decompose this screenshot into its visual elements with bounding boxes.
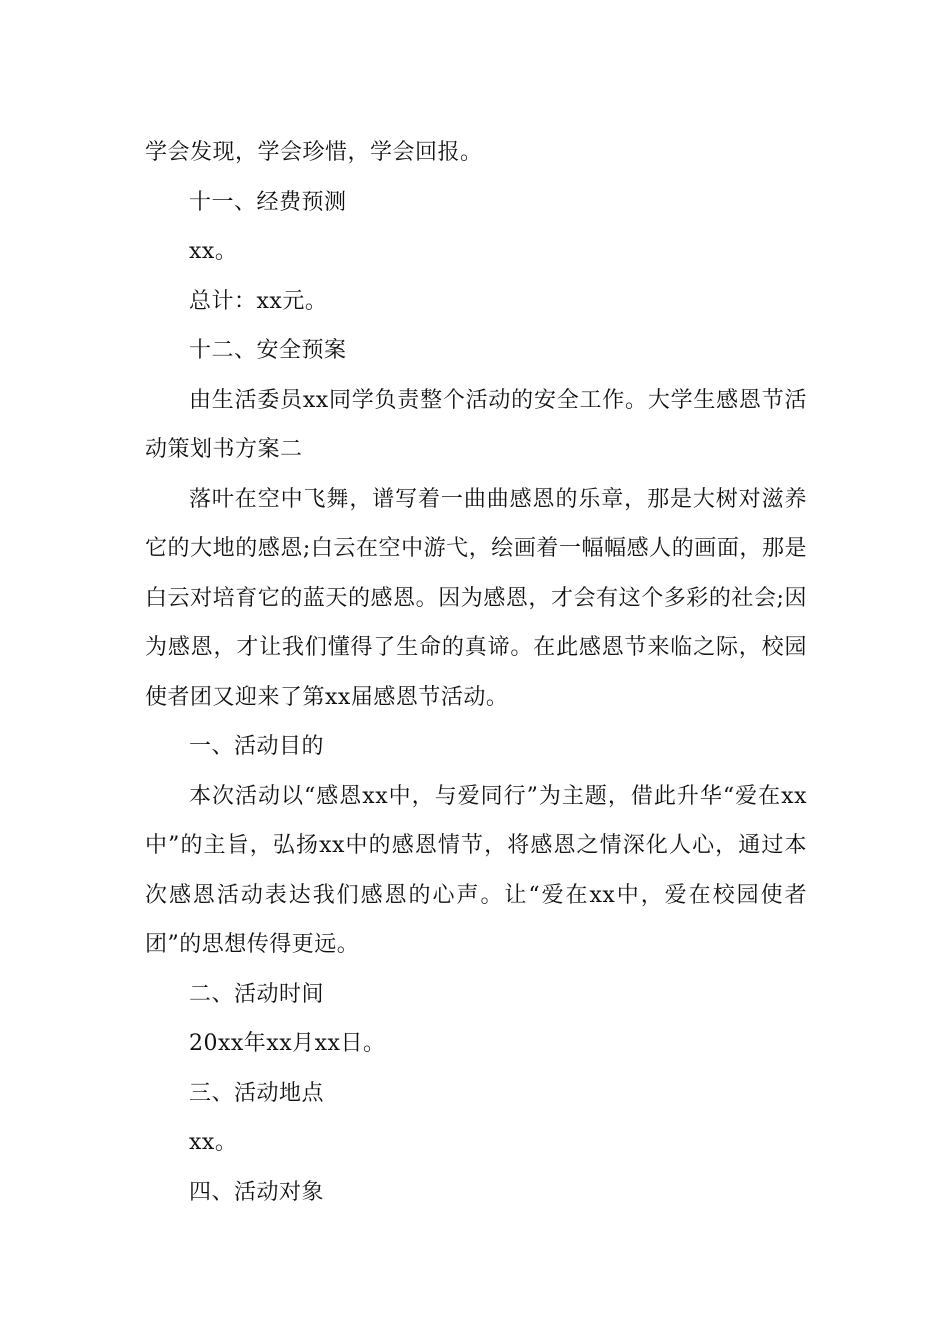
paragraph-budget-item: xx。 bbox=[189, 239, 238, 264]
heading-safety-plan: 十二、安全预案 bbox=[189, 338, 347, 363]
heading-audience: 四、活动对象 bbox=[189, 1179, 325, 1205]
heading-purpose: 一、活动目的 bbox=[189, 734, 325, 759]
paragraph-closing-line: 学会发现，学会珍惜，学会回报。 bbox=[145, 140, 483, 165]
heading-budget: 十一、经费预测 bbox=[189, 189, 347, 215]
paragraph-safety-plan: 由生活委员xx同学负责整个活动的安全工作。大学生感恩节活动策划书方案二 bbox=[145, 387, 807, 462]
paragraph-purpose: 本次活动以“感恩xx中，与爱同行”为主题，借此升华“爱在xx中”的主旨，弘扬xx中的感恩情节，将感恩之情深化人心，通过本次感恩活动表达我们感恩的心声。让“爱在xx中，爱在校园使者团”的思想传得更远。 bbox=[145, 783, 807, 957]
paragraph-location: xx。 bbox=[189, 1130, 238, 1155]
heading-location: 三、活动地点 bbox=[189, 1080, 325, 1106]
paragraph-budget-total: 总计：xx元。 bbox=[189, 288, 328, 314]
heading-time: 二、活动时间 bbox=[189, 981, 325, 1007]
document-body bbox=[145, 128, 807, 1217]
paragraph-introduction: 落叶在空中飞舞，谱写着一曲曲感恩的乐章，那是大树对滋养它的大地的感恩;白云在空中游弋，绘画着一幅幅感人的画面，那是白云对培育它的蓝天的感恩。因为感恩，才会有这个多彩的社会;因为感恩，才让我们懂得了生命的真谛。在此感恩节来临之际，校园使者团又迎来了第xx届感恩节活动。 bbox=[145, 486, 807, 710]
paragraph-time: 20xx年xx月xx日。 bbox=[189, 1031, 386, 1056]
